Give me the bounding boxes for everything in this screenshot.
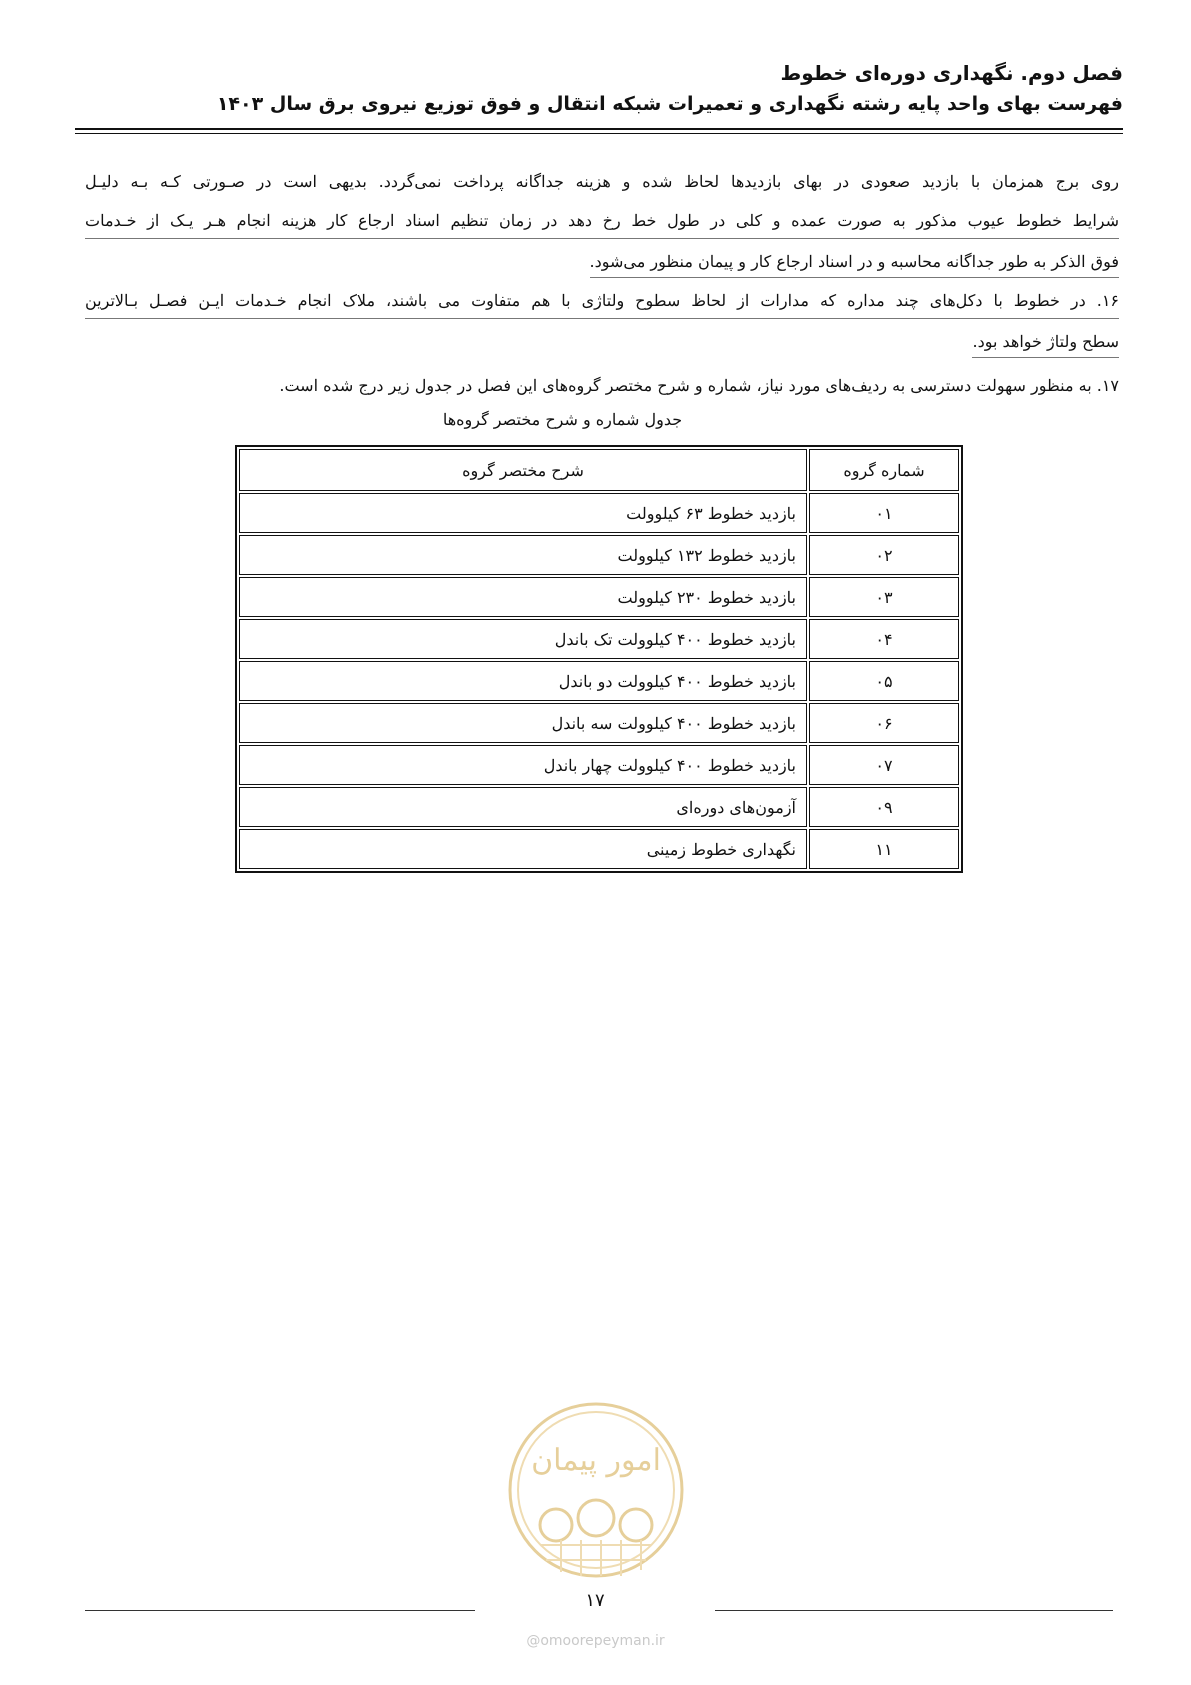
table-caption: جدول شماره و شرح مختصر گروه‌ها — [442, 410, 683, 429]
group-number: ۰۳ — [809, 577, 959, 617]
group-description: نگهداری خطوط زمینی — [239, 829, 807, 869]
group-description: بازدید خطوط ۴۰۰ کیلوولت دو باندل — [239, 661, 807, 701]
col-header-number: شماره گروه — [809, 449, 959, 491]
page-header — [75, 58, 1123, 120]
table-row — [239, 493, 959, 533]
paragraph-line — [85, 284, 1119, 324]
table-row — [239, 745, 959, 785]
page-number: ۱۷ — [585, 1590, 605, 1611]
text-line-2: شرایط خطوط عیوب مذکور به صورت عمده و کلی در طول خط رخ دهد در زمان تنظیم اسناد ارجاع کار هزینه انجام هـر یـک از خـدمات — [85, 204, 1119, 239]
table-row — [239, 535, 959, 575]
group-description: آزمون‌های دوره‌ای — [239, 787, 807, 827]
watermark-text: امور پیمان — [531, 1443, 661, 1478]
group-number: ۰۲ — [809, 535, 959, 575]
paragraph-line — [85, 244, 1119, 284]
header-rule-thick — [75, 128, 1123, 130]
group-description: بازدید خطوط ۴۰۰ کیلوولت تک باندل — [239, 619, 807, 659]
body-text — [85, 164, 1119, 364]
item-16: ۱۶. در خطوط با دکل‌های چند مداره که مدارات از لحاظ سطوح ولتاژی با هم متفاوت می باشند، ملاک انجام خـدمات ایـن فصـل بـالاترین — [85, 284, 1119, 319]
table-row — [239, 661, 959, 701]
item-17: ۱۷. به منظور سهولت دسترسی به ردیف‌های مورد نیاز، شماره و شرح مختصر گروه‌های این فصل در جدول زیر درج شده است. — [279, 376, 1119, 395]
book-title: فهرست بهای واحد پایه رشته نگهداری و تعمیرات شبکه انتقال و فوق توزیع نیروی برق سال ۱۴۰۳ — [216, 93, 1123, 115]
footer-rule-right — [715, 1610, 1113, 1611]
group-number: ۰۶ — [809, 703, 959, 743]
watermark-seal — [506, 1400, 686, 1580]
col-header-desc: شرح مختصر گروه — [239, 449, 807, 491]
group-number: ۰۴ — [809, 619, 959, 659]
table-row — [239, 787, 959, 827]
group-number: ۰۷ — [809, 745, 959, 785]
item-16-end: سطح ولتاژ خواهد بود. — [972, 327, 1119, 358]
group-number: ۰۱ — [809, 493, 959, 533]
group-number: ۰۵ — [809, 661, 959, 701]
table-row — [239, 829, 959, 869]
paragraph-line — [85, 164, 1119, 204]
group-description: بازدید خطوط ۴۰۰ کیلوولت سه باندل — [239, 703, 807, 743]
paragraph-line — [85, 204, 1119, 244]
groups-table — [235, 445, 963, 873]
table-row — [239, 577, 959, 617]
group-description: بازدید خطوط ۶۳ کیلوولت — [239, 493, 807, 533]
group-number: ۰۹ — [809, 787, 959, 827]
paragraph-line — [85, 324, 1119, 364]
group-description: بازدید خطوط ۱۳۲ کیلوولت — [239, 535, 807, 575]
table-row — [239, 703, 959, 743]
text-line-1: روی برج همزمان با بازدید صعودی در بهای بازدیدها لحاظ شده و هزینه جداگانه پرداخت نمی‌گردد. بدیهی است در صـورتی کـه بـه دلیـل — [85, 172, 1119, 191]
group-description: بازدید خطوط ۴۰۰ کیلوولت چهار باندل — [239, 745, 807, 785]
chapter-title: فصل دوم. نگهداری دوره‌ای خطوط — [780, 61, 1123, 85]
group-number: ۱۱ — [809, 829, 959, 869]
text-line-3: فوق الذکر به طور جداگانه محاسبه و در اسناد ارجاع کار و پیمان منظور می‌شود. — [590, 247, 1119, 278]
table-row — [239, 619, 959, 659]
watermark-url: @omoorepeyman.ir — [526, 1633, 665, 1649]
header-rule-thin — [75, 133, 1123, 134]
footer-rule-left — [85, 1610, 475, 1611]
group-description: بازدید خطوط ۲۳۰ کیلوولت — [239, 577, 807, 617]
table-header-row — [239, 449, 959, 491]
